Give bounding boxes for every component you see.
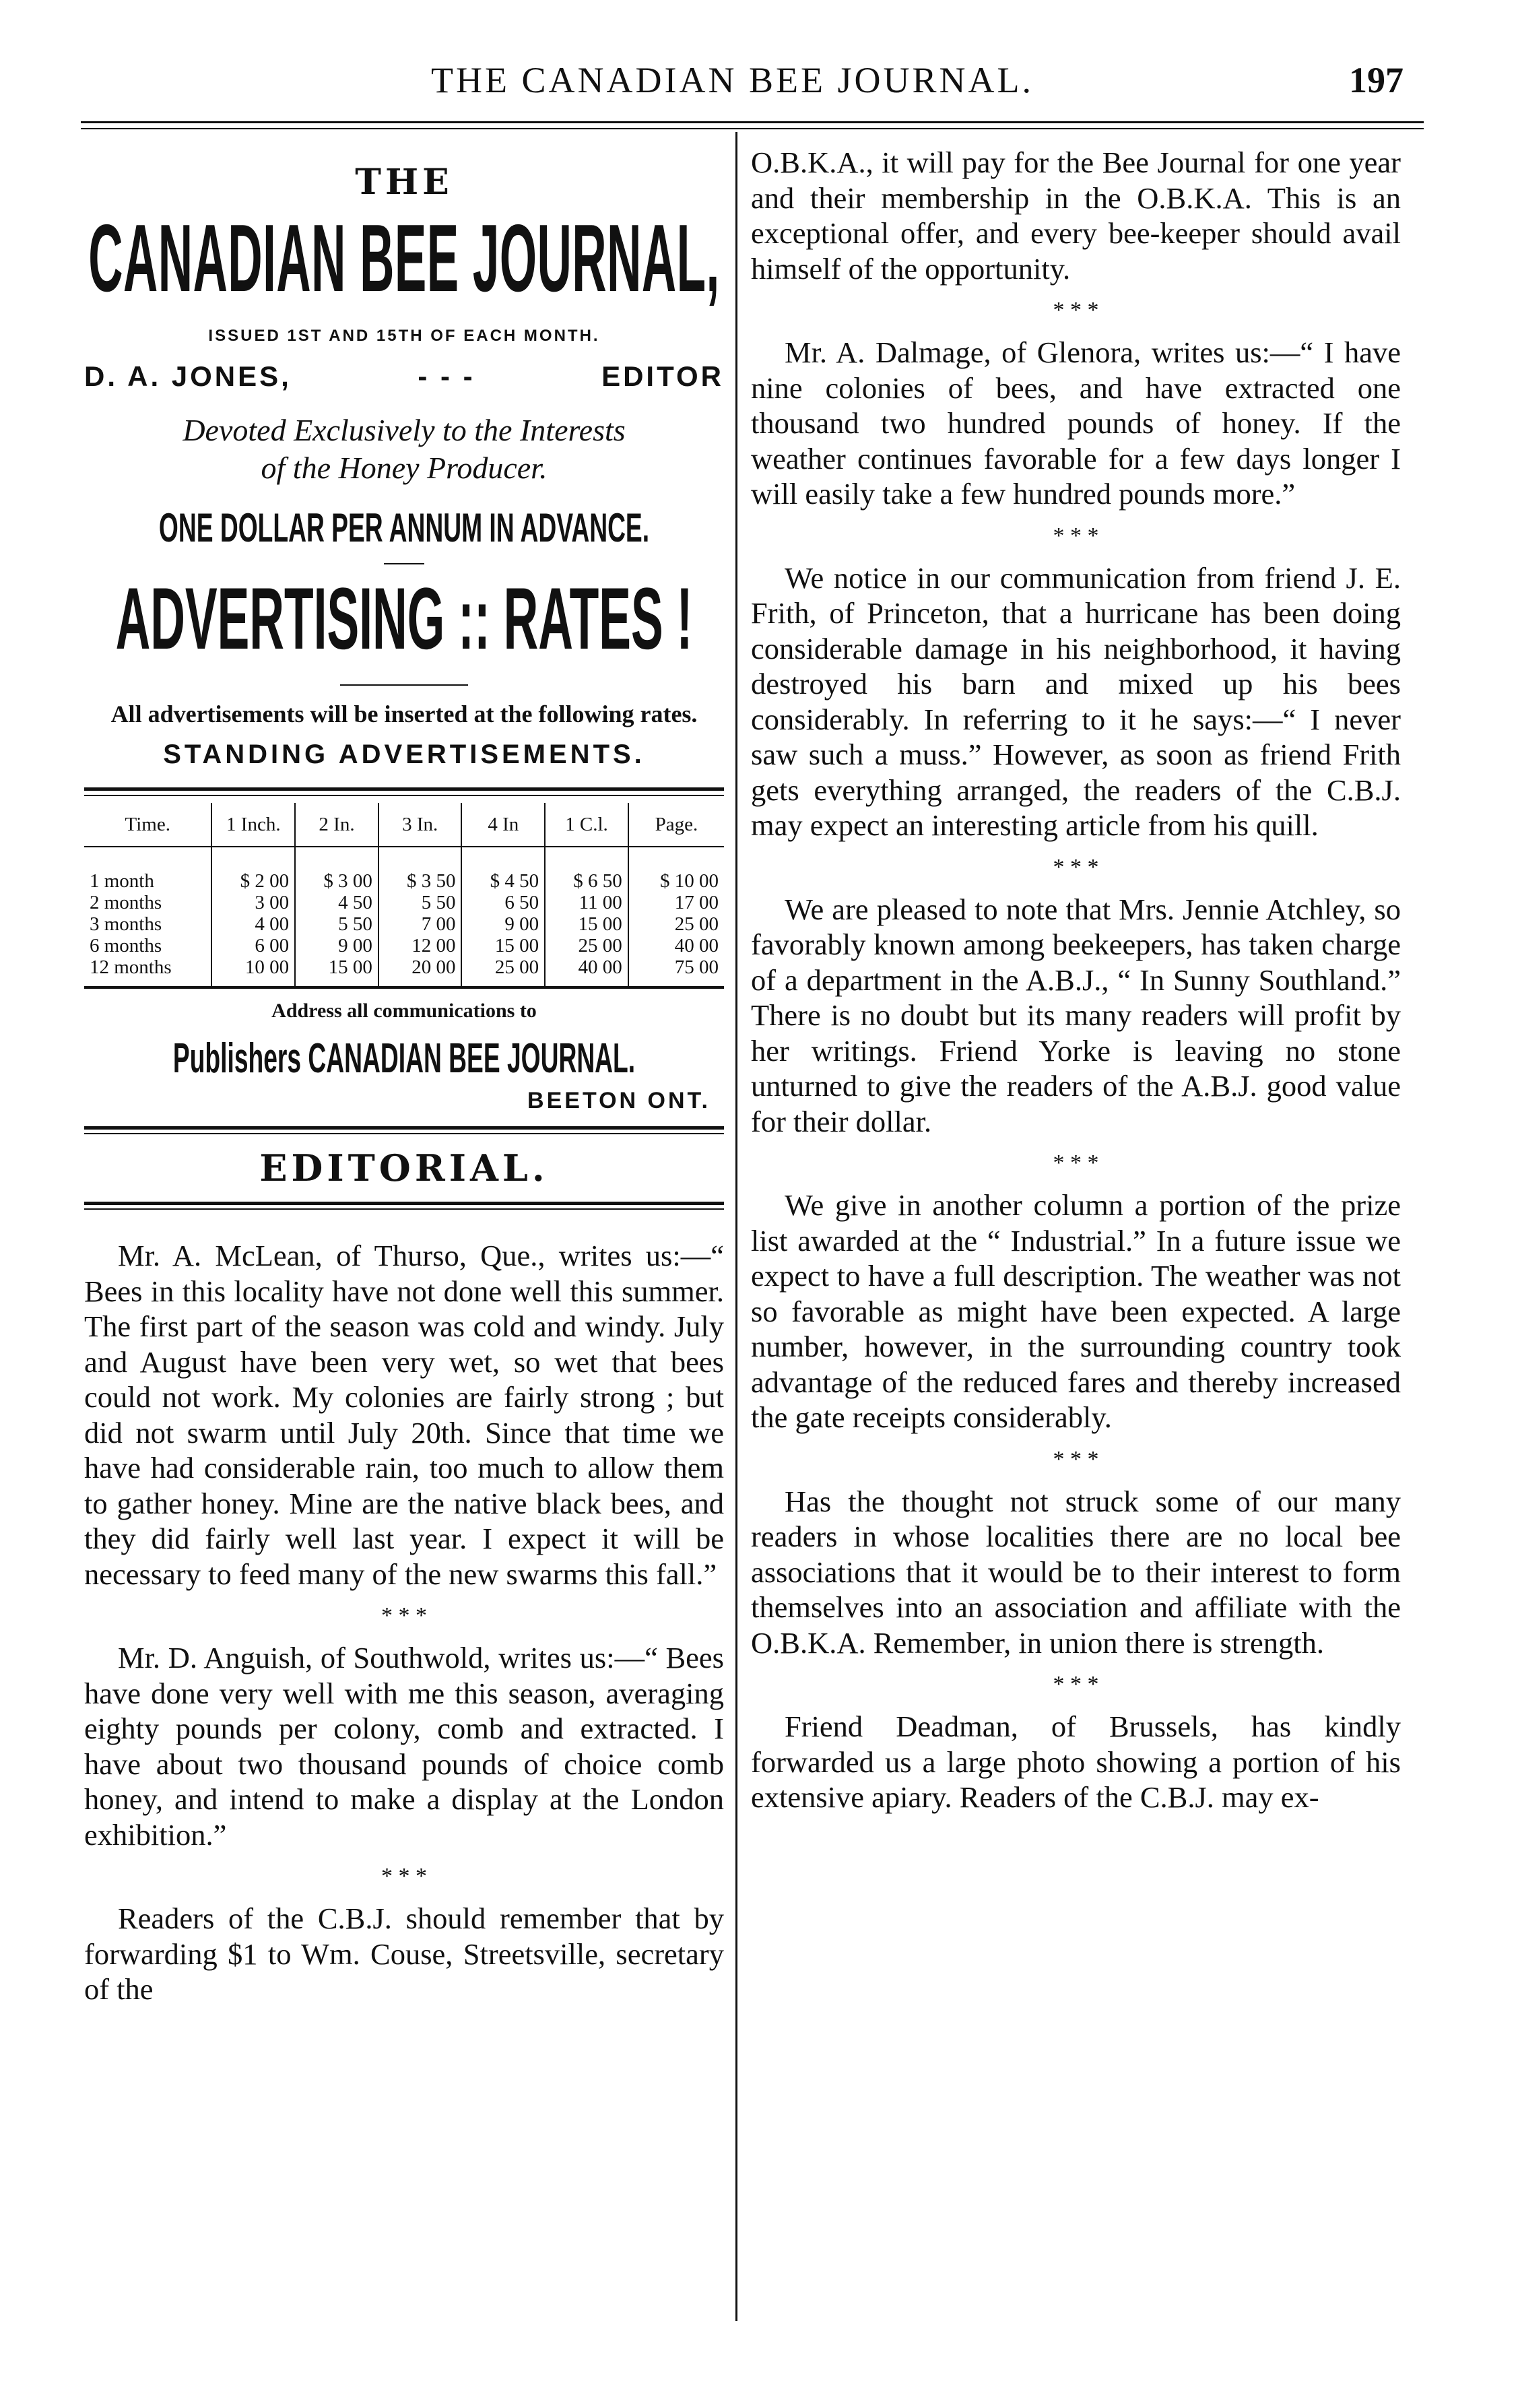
table-cell: 4 00 [211,913,295,935]
column-header: 1 Inch. [211,803,295,847]
section-separator: * * * [1053,1446,1099,1472]
editorial-paragraph: Mr. A. McLean, of Thurso, Que., writes us:—“ Bees in this locality have not done well this summer. The first part of the season was cold and windy. July and August have been very wet, so wet that bees could not work. My colonies are fairly strong ; but did not swarm until July 20th. Since that time we have had considerable rain, too much to allow them to gather honey. Mine are the native black bees, and they did fairly well last year. I expect it will be necessary to feed many of the new swarms this fall.” [84,1239,724,1591]
column-header: Time. [84,803,211,847]
publishers-line: Publishers CANADIAN BEE JOURNAL. [172,1035,636,1082]
editorial-paragraph: O.B.K.A., it will pay for the Bee Journal for one year and their membership in the O.B.K.A. This is an exceptional offer, and every bee-keeper should avail himself of the opportunity. [751,145,1401,286]
column-divider [735,132,737,2321]
standing-heading: STANDING ADVERTISEMENTS. [163,740,645,769]
table-cell: 6 months [84,935,211,956]
running-title: THE CANADIAN BEE JOURNAL. [431,60,1034,100]
table-cell: 2 months [84,892,211,913]
section-separator: * * * [1053,854,1099,880]
table-bottom-rule [84,986,724,989]
devoted-line-1: Devoted Exclusively to the Interests [183,413,626,447]
table-cell: 20 00 [378,956,462,986]
table-cell: 5 50 [378,892,462,913]
column-header: 4 In [461,803,545,847]
section-separator: * * * [1053,523,1099,548]
table-cell: $ 3 50 [378,847,462,892]
table-cell: 40 00 [674,935,719,956]
table-top-rule [84,787,724,791]
divider [384,563,424,564]
table-cell: 7 00 [378,913,462,935]
table-cell: 15 00 [545,913,628,935]
running-header [94,59,1404,106]
editorial-rule-thin [84,1208,724,1210]
table-cell: $ 4 50 [461,847,545,892]
section-separator: * * * [381,1864,427,1889]
table-cell: 1 month [84,847,211,892]
editorial-heading: EDITORIAL. [259,1146,549,1190]
address-note: Address all communications to [271,1000,537,1022]
table-cell: $ 6 50 [545,847,628,892]
table-cell: 12 00 [378,935,462,956]
table-cell: 15 00 [295,956,378,986]
column-header: 1 C.l. [545,803,628,847]
section-separator: * * * [381,1603,427,1628]
header-rule-thin [81,128,1424,129]
editorial-paragraph: We notice in our communication from friend J. E. Frith, of Princeton, that a hurricane has been doing considerable damage in his neighborhood, it having destroyed his barn and mixed up his bees considerably. In referring to it he says:—“ I never saw such a muss.” However, as soon as friend Frith gets everything arranged, the readers of the C.B.J. may expect an interesting article from his quill. [751,560,1401,842]
table-cell: 15 00 [461,935,545,956]
page-number: 197 [1349,60,1404,100]
devoted-line-2: of the Honey Producer. [261,451,548,485]
devoted-statement [84,412,724,487]
divider [340,684,468,686]
column-header: 2 In. [295,803,378,847]
table-cell: 4 50 [295,892,378,913]
table-cell: 25 00 [461,956,545,986]
table-cell: 40 00 [545,956,628,986]
editorial-paragraph: We give in another column a portion of the prize list awarded at the “ Industrial.” In a future issue we expect to have a full description. The weather was not so favorable as might have been expected. A large number, however, in the surrounding country took advantage of the reduced fares and thereby increased the gate receipts considerably. [751,1188,1401,1434]
left-column [84,135,724,2007]
section-separator: * * * [1053,298,1099,323]
left-editorial-text [84,1238,724,2007]
table-cell: 10 00 [211,956,295,986]
publisher-location: BEETON ONT. [527,1088,711,1113]
editorial-paragraph: We are pleased to note that Mrs. Jennie Atchley, so favorably known among beekeepers, has taken charge of a department in the A.B.J., “ In Sunny Southland.” There is no doubt but its many readers will profit by her writings. Friend Yorke is leaving no stone unturned to give the readers of the A.B.J. good value for their dollar. [751,892,1401,1138]
editor-line [84,360,724,393]
table-cell: 12 months [84,956,211,986]
table-cell: 17 00 [674,892,719,913]
section-separator: * * * [1053,1672,1099,1697]
masthead-the: THE [355,162,453,203]
table-cell: $ 10 00 [660,870,719,892]
table-row [84,847,724,892]
table-row [84,913,724,935]
editorial-paragraph: Friend Deadman, of Brussels, has kindly forwarded us a large photo showing a portion of his extensive apiary. Readers of the C.B.J. may ex- [751,1710,1401,1814]
editorial-rule-thin [84,1133,724,1134]
editor-role: EDITOR [601,360,724,392]
table-cell: 25 00 [674,913,719,935]
table-row [84,935,724,956]
table-cell: $ 3 00 [295,847,378,892]
editor-name: D. A. JONES, [84,360,292,392]
table-cell: 3 months [84,913,211,935]
table-cell: 75 00 [674,956,719,978]
advertising-note: All advertisements will be inserted at the following rates. [110,701,698,727]
table-cell: $ 2 00 [211,847,295,892]
rates-table [84,803,724,986]
advertising-heading: ADVERTISING :: RATES ! [115,569,693,668]
editorial-paragraph: Mr. D. Anguish, of Southwold, writes us:—“ Bees have done very well with me this season, averaging eighty pounds per colony, comb and extracted. I have about two thousand pounds of choice comb honey, and intend to make a display at the London exhibition.” [84,1641,724,1852]
editorial-paragraph: Mr. A. Dalmage, of Glenora, writes us:—“ I have nine colonies of bees, and have extracted one thousand two hundred pounds of honey. If the weather continues favorable for a few days longer I will easily take a few hundred pounds more.” [751,335,1401,511]
subscription-price: ONE DOLLAR PER ANNUM IN ADVANCE. [158,505,650,550]
editor-dashes: - - - [418,360,475,392]
table-top-rule-thin [84,795,724,796]
editorial-paragraph: Readers of the C.B.J. should remember that by forwarding $1 to Wm. Couse, Streetsville, secretary of the [84,1901,724,2006]
table-cell: 9 00 [295,935,378,956]
table-cell: 3 00 [211,892,295,913]
issue-frequency: ISSUED 1ST AND 15TH OF EACH MONTH. [208,327,600,345]
section-separator: * * * [1053,1150,1099,1175]
header-rule [81,121,1424,123]
masthead-title: CANADIAN BEE JOURNAL, [88,205,720,312]
table-cell: 25 00 [545,935,628,956]
editorial-rule [84,1202,724,1205]
table-cell: 11 00 [545,892,628,913]
column-header: Page. [628,803,724,847]
table-cell: 9 00 [461,913,545,935]
editorial-paragraph: Has the thought not struck some of our many readers in whose localities there are no local bee associations that it would be to their interest to form themselves into an association and affiliate with the O.B.K.A. Remember, in union there is strength. [751,1484,1401,1660]
table-row [84,892,724,913]
table-cell: 6 50 [461,892,545,913]
table-cell: 5 50 [295,913,378,935]
column-header: 3 In. [378,803,462,847]
right-column [751,145,1401,1815]
table-cell: 6 00 [211,935,295,956]
editorial-rule [84,1126,724,1130]
rates-header-row [84,803,724,847]
table-row [84,956,724,986]
